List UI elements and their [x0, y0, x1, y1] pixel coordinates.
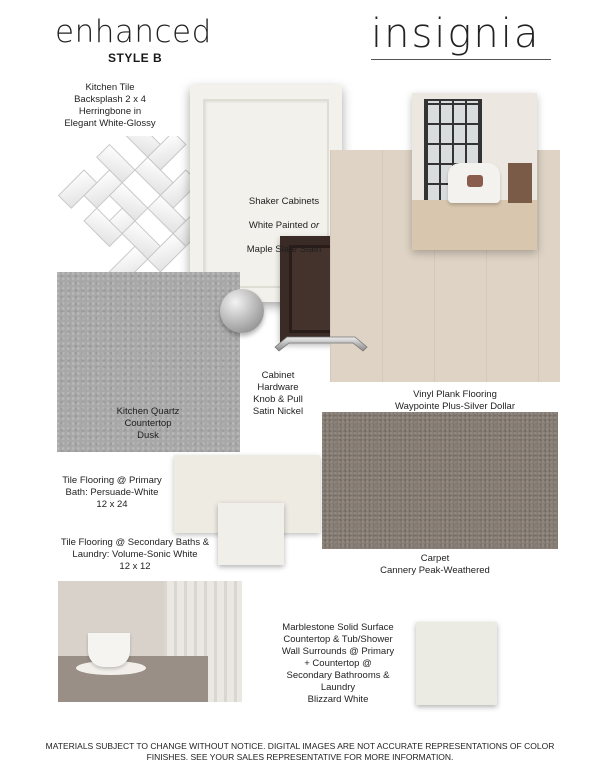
marblestone-label: Marblestone Solid Surface Countertop & Tub/Shower Wall Surrounds @ Primary + Countertop @ Secondary Bathrooms & Laundry Blizzard White: [281, 622, 395, 705]
insignia-logo: insignia: [371, 11, 541, 57]
style-title: STYLE B: [108, 51, 163, 65]
disclaimer-text: MATERIALS SUBJECT TO CHANGE WITHOUT NOTICE. DIGITAL IMAGES ARE NOT ACCURATE REPRESENTATIONS OF COLOR FINISHES. SEE YOUR SALES REPRESENTATIVE FOR MORE INFORMATION.: [45, 741, 555, 762]
carpet-swatch: [322, 412, 558, 549]
tile-secondary-label: Tile Flooring @ Secondary Baths & Laundry: Volume-Sonic White 12 x 12: [60, 537, 210, 572]
cabinet-pull-image: [273, 333, 369, 355]
vinyl-label: Vinyl Plank Flooring Waypointe Plus-Silver Dollar: [394, 389, 516, 412]
tile-primary-label: Tile Flooring @ Primary Bath: Persuade-White 12 x 24: [62, 475, 162, 510]
carpet-label: Carpet Cannery Peak-Weathered: [380, 553, 490, 576]
backsplash-label: Kitchen Tile Backsplash 2 x 4 Herringbone in Elegant White-Glossy: [64, 82, 156, 129]
secondary-bath-tile-swatch: [218, 503, 284, 565]
room-photo: [412, 93, 537, 250]
hardware-label: Cabinet Hardware Knob & Pull Satin Nickel: [252, 370, 304, 417]
marblestone-swatch: [416, 622, 497, 705]
quartz-label: Kitchen Quartz Countertop Dusk: [116, 406, 180, 441]
logo-underline: [371, 59, 551, 60]
enhanced-logo: enhanced: [55, 14, 212, 50]
coffee-cup-photo: [58, 581, 242, 702]
cabinet-knob-image: [220, 289, 264, 333]
cabinets-label: Shaker Cabinets White Painted or Maple Slate Stain: [246, 196, 322, 255]
